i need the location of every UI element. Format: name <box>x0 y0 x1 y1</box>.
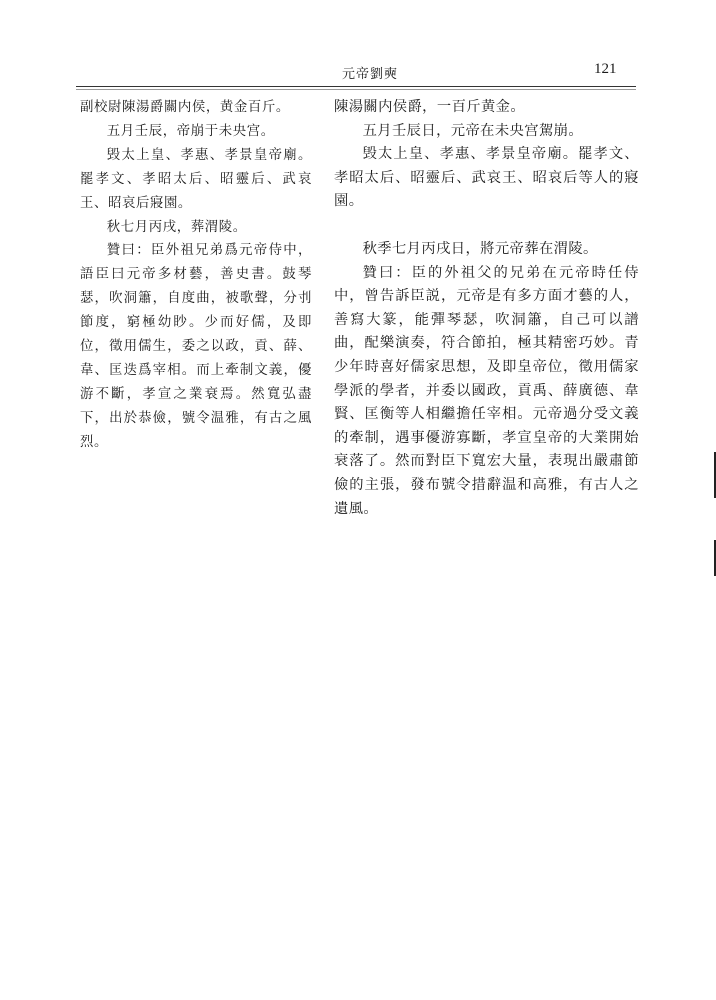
classical-paragraph: 副校尉陳湯爵關内侯，黄金百斤。 <box>80 100 290 115</box>
header-rule-thin <box>76 89 636 90</box>
translation-paragraph: 五月壬辰日，元帝在未央宫駕崩。 <box>362 122 584 139</box>
classical-text-column <box>80 96 312 455</box>
translation-paragraph: 毁太上皇、孝惠、孝景皇帝廟。罷孝文、孝昭太后、昭靈后、武哀王、昭哀后等人的寢園。 <box>334 146 639 210</box>
translation-paragraph: 秋季七月丙戌日，將元帝葬在渭陵。 <box>362 240 598 257</box>
translation-paragraph: 贊曰：臣的外祖父的兄弟在元帝時任侍中，曾告訴臣説，元帝是有多方面才藝的人，善寫大篆，能彈琴瑟，吹洞簫，自己可以譜曲，配樂演奏，符合節拍，極其精密巧妙。青少年時喜好儒家思想，及即皇帝位，徵用儒家學派的學者，并委以國政，貢禹、薛廣德、韋賢、匡衡等人相繼擔任宰相。元帝過分受文義的牽制，遇事優游寡斷，孝宣皇帝的大業開始衰落了。然而對臣下寬宏大量，表現出嚴肅節儉的主張，發布號令措辭温和高雅，有古人之遺風。 <box>334 264 639 517</box>
page-number: 121 <box>594 61 617 77</box>
running-title: 元帝劉奭 <box>341 67 398 82</box>
classical-paragraph: 五月壬辰，帝崩于未央宫。 <box>106 123 275 139</box>
header-rule <box>76 86 636 87</box>
translation-paragraph: 陳湯關内侯爵，一百斤黄金。 <box>334 99 526 115</box>
translation-text-column <box>334 96 639 521</box>
classical-paragraph: 毁太上皇、孝惠、孝景皇帝廟。罷孝文、孝昭太后、昭靈后、武哀王、昭哀后寢園。 <box>80 147 312 211</box>
classical-paragraph: 秋七月丙戌，葬渭陵。 <box>106 219 247 235</box>
classical-paragraph: 贊曰：臣外祖兄弟爲元帝侍中，語臣曰元帝多材藝，善史書。鼓琴瑟，吹洞簫，自度曲，被歌聲，分刌節度，窮極幼眇。少而好儒，及即位，徵用儒生，委之以政，貢、薛、韋、匡迭爲宰相。而上牽制文義，優游不斷，孝宣之業衰焉。然寬弘盡下，出於恭儉，號令温雅，有古之風烈。 <box>80 243 312 450</box>
